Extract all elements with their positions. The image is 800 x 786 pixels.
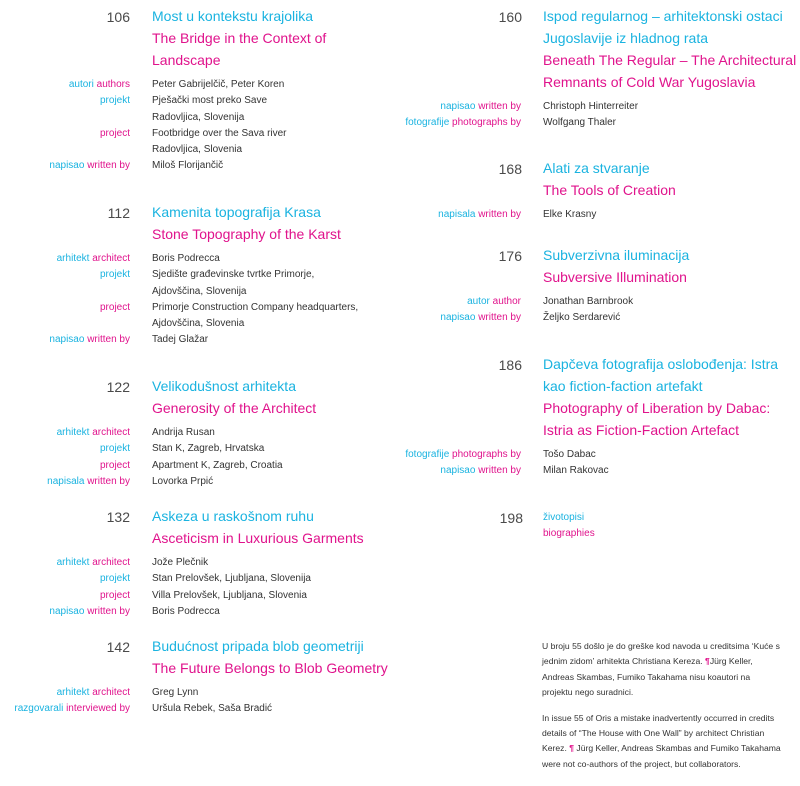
credit-label-hr: napisala <box>47 475 85 487</box>
credit-row <box>400 115 800 131</box>
credit-label-en: architect <box>92 687 130 698</box>
credits-list <box>400 294 800 327</box>
credit-row <box>0 604 400 620</box>
credit-value: Lovorka Prpić <box>152 475 214 487</box>
credit-row <box>0 588 400 604</box>
credit-value: Stan Prelovšek, Ljubljana, Slovenija <box>152 573 311 585</box>
title-english: Stone Topography of the Karst <box>152 226 341 242</box>
credit-label <box>57 251 130 267</box>
article-title <box>152 635 397 679</box>
credit-label-en: photographs by <box>452 449 521 460</box>
credit-label <box>100 458 130 474</box>
title-english: Beneath The Regular – The Architectural Remnants of Cold War Yugoslavia <box>543 52 797 90</box>
credit-value: Sjedište građevinske tvrtke Primorje, <box>152 269 315 281</box>
credit-value: Jože Plečnik <box>152 557 209 568</box>
credit-label-hr: napisao <box>49 605 85 617</box>
credit-row <box>0 441 400 457</box>
credit-row <box>0 701 400 717</box>
page-number: 142 <box>106 639 130 655</box>
credit-label <box>57 555 130 571</box>
credit-label-hr: arhitekt <box>56 687 90 698</box>
credit-row <box>0 571 400 587</box>
credit-value: Radovljica, Slovenia <box>152 144 243 156</box>
credit-value: Milan Rakovac <box>543 465 609 477</box>
credit-label <box>49 158 130 174</box>
credit-row <box>0 284 400 300</box>
credit-row <box>0 316 400 332</box>
credit-value: Boris Podrecca <box>152 605 220 617</box>
credit-row <box>400 310 800 326</box>
credit-row <box>400 294 800 310</box>
page-number: 106 <box>106 9 130 25</box>
credit-value: Ajdovščina, Slovenija <box>152 285 247 297</box>
credit-value: Elke Krasny <box>543 209 597 220</box>
credit-row <box>0 300 400 316</box>
erratum-hr-text-1: U broju 55 došlo je do greške kod navoda u creditsima ‘Kuće s jednim zidom’ arhitekta Christiana Kereza. <box>542 641 780 667</box>
credit-label-hr: autori <box>68 79 94 90</box>
credit-value: Greg Lynn <box>152 687 199 698</box>
credit-label <box>47 474 130 490</box>
credit-label <box>100 441 130 457</box>
credit-value: Tadej Glažar <box>152 334 209 346</box>
credit-label-hr: arhitekt <box>56 253 90 264</box>
credit-label-en: architect <box>92 427 130 438</box>
credit-label-en: photographs by <box>452 117 521 129</box>
page-number: 168 <box>498 161 522 177</box>
title-croatian: Subverzivna iluminacija <box>543 247 690 263</box>
credit-label-en: authors <box>96 79 130 90</box>
credit-row <box>400 207 800 223</box>
credit-value: Apartment K, Zagreb, Croatia <box>152 459 283 471</box>
credit-label-hr: autor <box>467 296 490 307</box>
page-number: 132 <box>106 509 130 525</box>
erratum-hr <box>542 639 782 701</box>
credit-value: Željko Serdarević <box>543 312 621 324</box>
credit-row <box>0 77 400 93</box>
title-english: The Bridge in the Context of Landscape <box>152 30 327 68</box>
credit-label <box>405 115 521 131</box>
credit-label-en: written by <box>478 209 521 220</box>
credit-label-en: architect <box>92 253 130 264</box>
credit-value: Pješački most preko Save <box>152 95 268 107</box>
credit-row <box>0 93 400 109</box>
credit-label-hr: napisala <box>438 209 476 220</box>
title-croatian: Most u kontekstu krajolika <box>152 8 314 24</box>
erratum-hr-text-2: Jürg Keller, Andreas Skambas, Fumiko Takahama nisu koautori na projektu nego suradnici. <box>542 656 753 698</box>
credit-label-en: project <box>99 301 130 313</box>
title-english: The Future Belongs to Blob Geometry <box>152 660 388 676</box>
credit-row <box>0 142 400 158</box>
title-english: Subversive Illumination <box>543 269 687 285</box>
credit-label-en: project <box>99 589 130 601</box>
credit-label <box>100 93 130 109</box>
credit-value: Peter Gabrijelčič, Peter Koren <box>152 79 285 90</box>
title-croatian: Dapčeva fotografija oslobođenja: Istra kao fiction-faction artefakt <box>543 356 779 394</box>
title-croatian: Alati za stvaranje <box>543 160 650 176</box>
credit-label-en: architect <box>92 557 130 568</box>
credit-value: Footbridge over the Sava river <box>152 127 287 139</box>
page-number: 122 <box>106 379 130 395</box>
article-title <box>543 5 798 93</box>
credit-label <box>467 294 521 310</box>
credit-label-hr: napisao <box>440 101 476 112</box>
credit-value: Ajdovščina, Slovenia <box>152 318 245 330</box>
credit-label <box>100 588 130 604</box>
credit-label <box>57 425 130 441</box>
credit-label <box>69 77 130 93</box>
article-title <box>152 201 397 245</box>
page-number: 176 <box>498 248 522 264</box>
article-title <box>543 157 798 201</box>
erratum-en-text-1: In issue 55 of Oris a mistake inadvertently occurred in credits details of “The House with One Wall” by architect Christian Kerez. <box>542 712 775 754</box>
page-number: 198 <box>499 510 523 526</box>
credit-label-hr: arhitekt <box>56 427 90 438</box>
credit-label-en: author <box>492 296 521 307</box>
credit-label <box>440 310 521 326</box>
credits-list <box>0 555 400 620</box>
credit-row <box>0 251 400 267</box>
credit-row <box>0 474 400 490</box>
credit-label-hr: razgovarali <box>14 703 64 715</box>
page-number: 186 <box>498 357 522 373</box>
credits-list <box>400 99 800 132</box>
credit-row <box>0 126 400 142</box>
credit-label-en: project <box>99 127 130 139</box>
credit-label-hr: projekt <box>99 269 130 281</box>
credits-list <box>0 251 400 349</box>
article-title <box>543 244 798 288</box>
credit-row <box>0 267 400 283</box>
credit-label <box>100 571 130 587</box>
credit-label-hr: arhitekt <box>56 557 90 568</box>
title-croatian: Budućnost pripada blob geometriji <box>152 638 364 654</box>
credit-label <box>14 701 130 717</box>
credit-label-en: interviewed by <box>66 703 130 715</box>
credit-label <box>100 267 130 283</box>
bio-title-en: biographies <box>543 528 595 539</box>
title-croatian: Kamenita topografija Krasa <box>152 204 321 220</box>
credit-value: Christoph Hinterreiter <box>543 101 639 112</box>
article-title <box>152 5 397 71</box>
credit-value: Primorje Construction Company headquarters, <box>152 301 359 313</box>
credit-row <box>0 110 400 126</box>
title-english: The Tools of Creation <box>543 182 676 198</box>
credits-list <box>0 77 400 175</box>
title-croatian: Ispod regularnog – arhitektonski ostaci Jugoslavije iz hladnog rata <box>543 8 783 46</box>
credit-label <box>100 300 130 316</box>
biographies-entry <box>499 510 595 542</box>
credits-list <box>0 425 400 490</box>
credit-value: Miloš Florijančič <box>152 160 224 172</box>
bio-title-hr: životopisi <box>543 512 585 523</box>
credit-label-en: written by <box>478 101 521 112</box>
credit-value: Jonathan Barnbrook <box>543 296 634 307</box>
credit-row <box>0 332 400 348</box>
credit-label-hr: napisao <box>49 160 85 172</box>
credit-label <box>100 126 130 142</box>
article-title <box>152 375 397 419</box>
title-english: Photography of Liberation by Dabac: Istria as Fiction-Faction Artefact <box>543 400 771 438</box>
erratum-en-text-2: Jürg Keller, Andreas Skambas and Fumiko Takahama were not co-authors of the project, but collaborators. <box>542 743 781 769</box>
credit-label-hr: napisao <box>49 334 85 346</box>
credit-label-hr: napisao <box>440 465 476 477</box>
pilcrow-icon: ¶ <box>705 656 710 667</box>
credits-list <box>400 447 800 480</box>
page-number: 112 <box>107 205 130 221</box>
credit-row <box>0 458 400 474</box>
credit-label <box>438 207 521 223</box>
title-english: Asceticism in Luxurious Garments <box>152 530 364 546</box>
credit-value: Boris Podrecca <box>152 253 220 264</box>
title-croatian: Velikodušnost arhitekta <box>152 378 296 394</box>
credit-label-en: written by <box>87 334 130 346</box>
credit-value: Radovljica, Slovenija <box>152 111 245 123</box>
credit-label-hr: fotografije <box>405 449 450 460</box>
credit-label <box>49 604 130 620</box>
pilcrow-icon: ¶ <box>569 743 575 754</box>
erratum-note <box>542 639 782 782</box>
credit-value: Andrija Rusan <box>152 427 215 438</box>
title-english: Generosity of the Architect <box>152 400 317 416</box>
credit-label-en: written by <box>478 465 521 477</box>
credits-list <box>0 685 400 718</box>
credit-label <box>440 463 521 479</box>
credit-row <box>0 685 400 701</box>
credit-label-en: project <box>99 459 130 471</box>
credit-label-en: written by <box>87 605 130 617</box>
credit-row <box>0 158 400 174</box>
credit-value: Tošo Dabac <box>543 449 596 460</box>
credit-label-hr: projekt <box>99 573 130 585</box>
credit-label <box>405 447 521 463</box>
credits-list <box>400 207 800 223</box>
credit-label <box>49 332 130 348</box>
credit-value: Uršula Rebek, Saša Bradić <box>152 703 273 715</box>
credit-label-hr: projekt <box>99 95 130 107</box>
credit-row <box>0 555 400 571</box>
credit-label <box>57 685 130 701</box>
credit-label-hr: projekt <box>99 443 130 455</box>
credit-row <box>400 447 800 463</box>
credit-label <box>440 99 521 115</box>
erratum-en <box>542 711 782 773</box>
credit-label-en: written by <box>87 160 130 172</box>
credit-row <box>400 463 800 479</box>
article-title <box>152 505 397 549</box>
credit-label-hr: fotografije <box>405 117 450 129</box>
article-title <box>543 353 798 441</box>
title-croatian: Askeza u raskošnom ruhu <box>152 508 314 524</box>
credit-label-en: written by <box>87 475 130 487</box>
credit-value: Villa Prelovšek, Ljubljana, Slovenia <box>152 589 307 601</box>
credit-row <box>0 425 400 441</box>
credit-row <box>400 99 800 115</box>
credit-value: Stan K, Zagreb, Hrvatska <box>152 443 265 455</box>
credit-label-hr: napisao <box>440 312 476 324</box>
credit-label-en: written by <box>478 312 521 324</box>
credit-value: Wolfgang Thaler <box>543 117 617 129</box>
page-number: 160 <box>498 9 522 25</box>
